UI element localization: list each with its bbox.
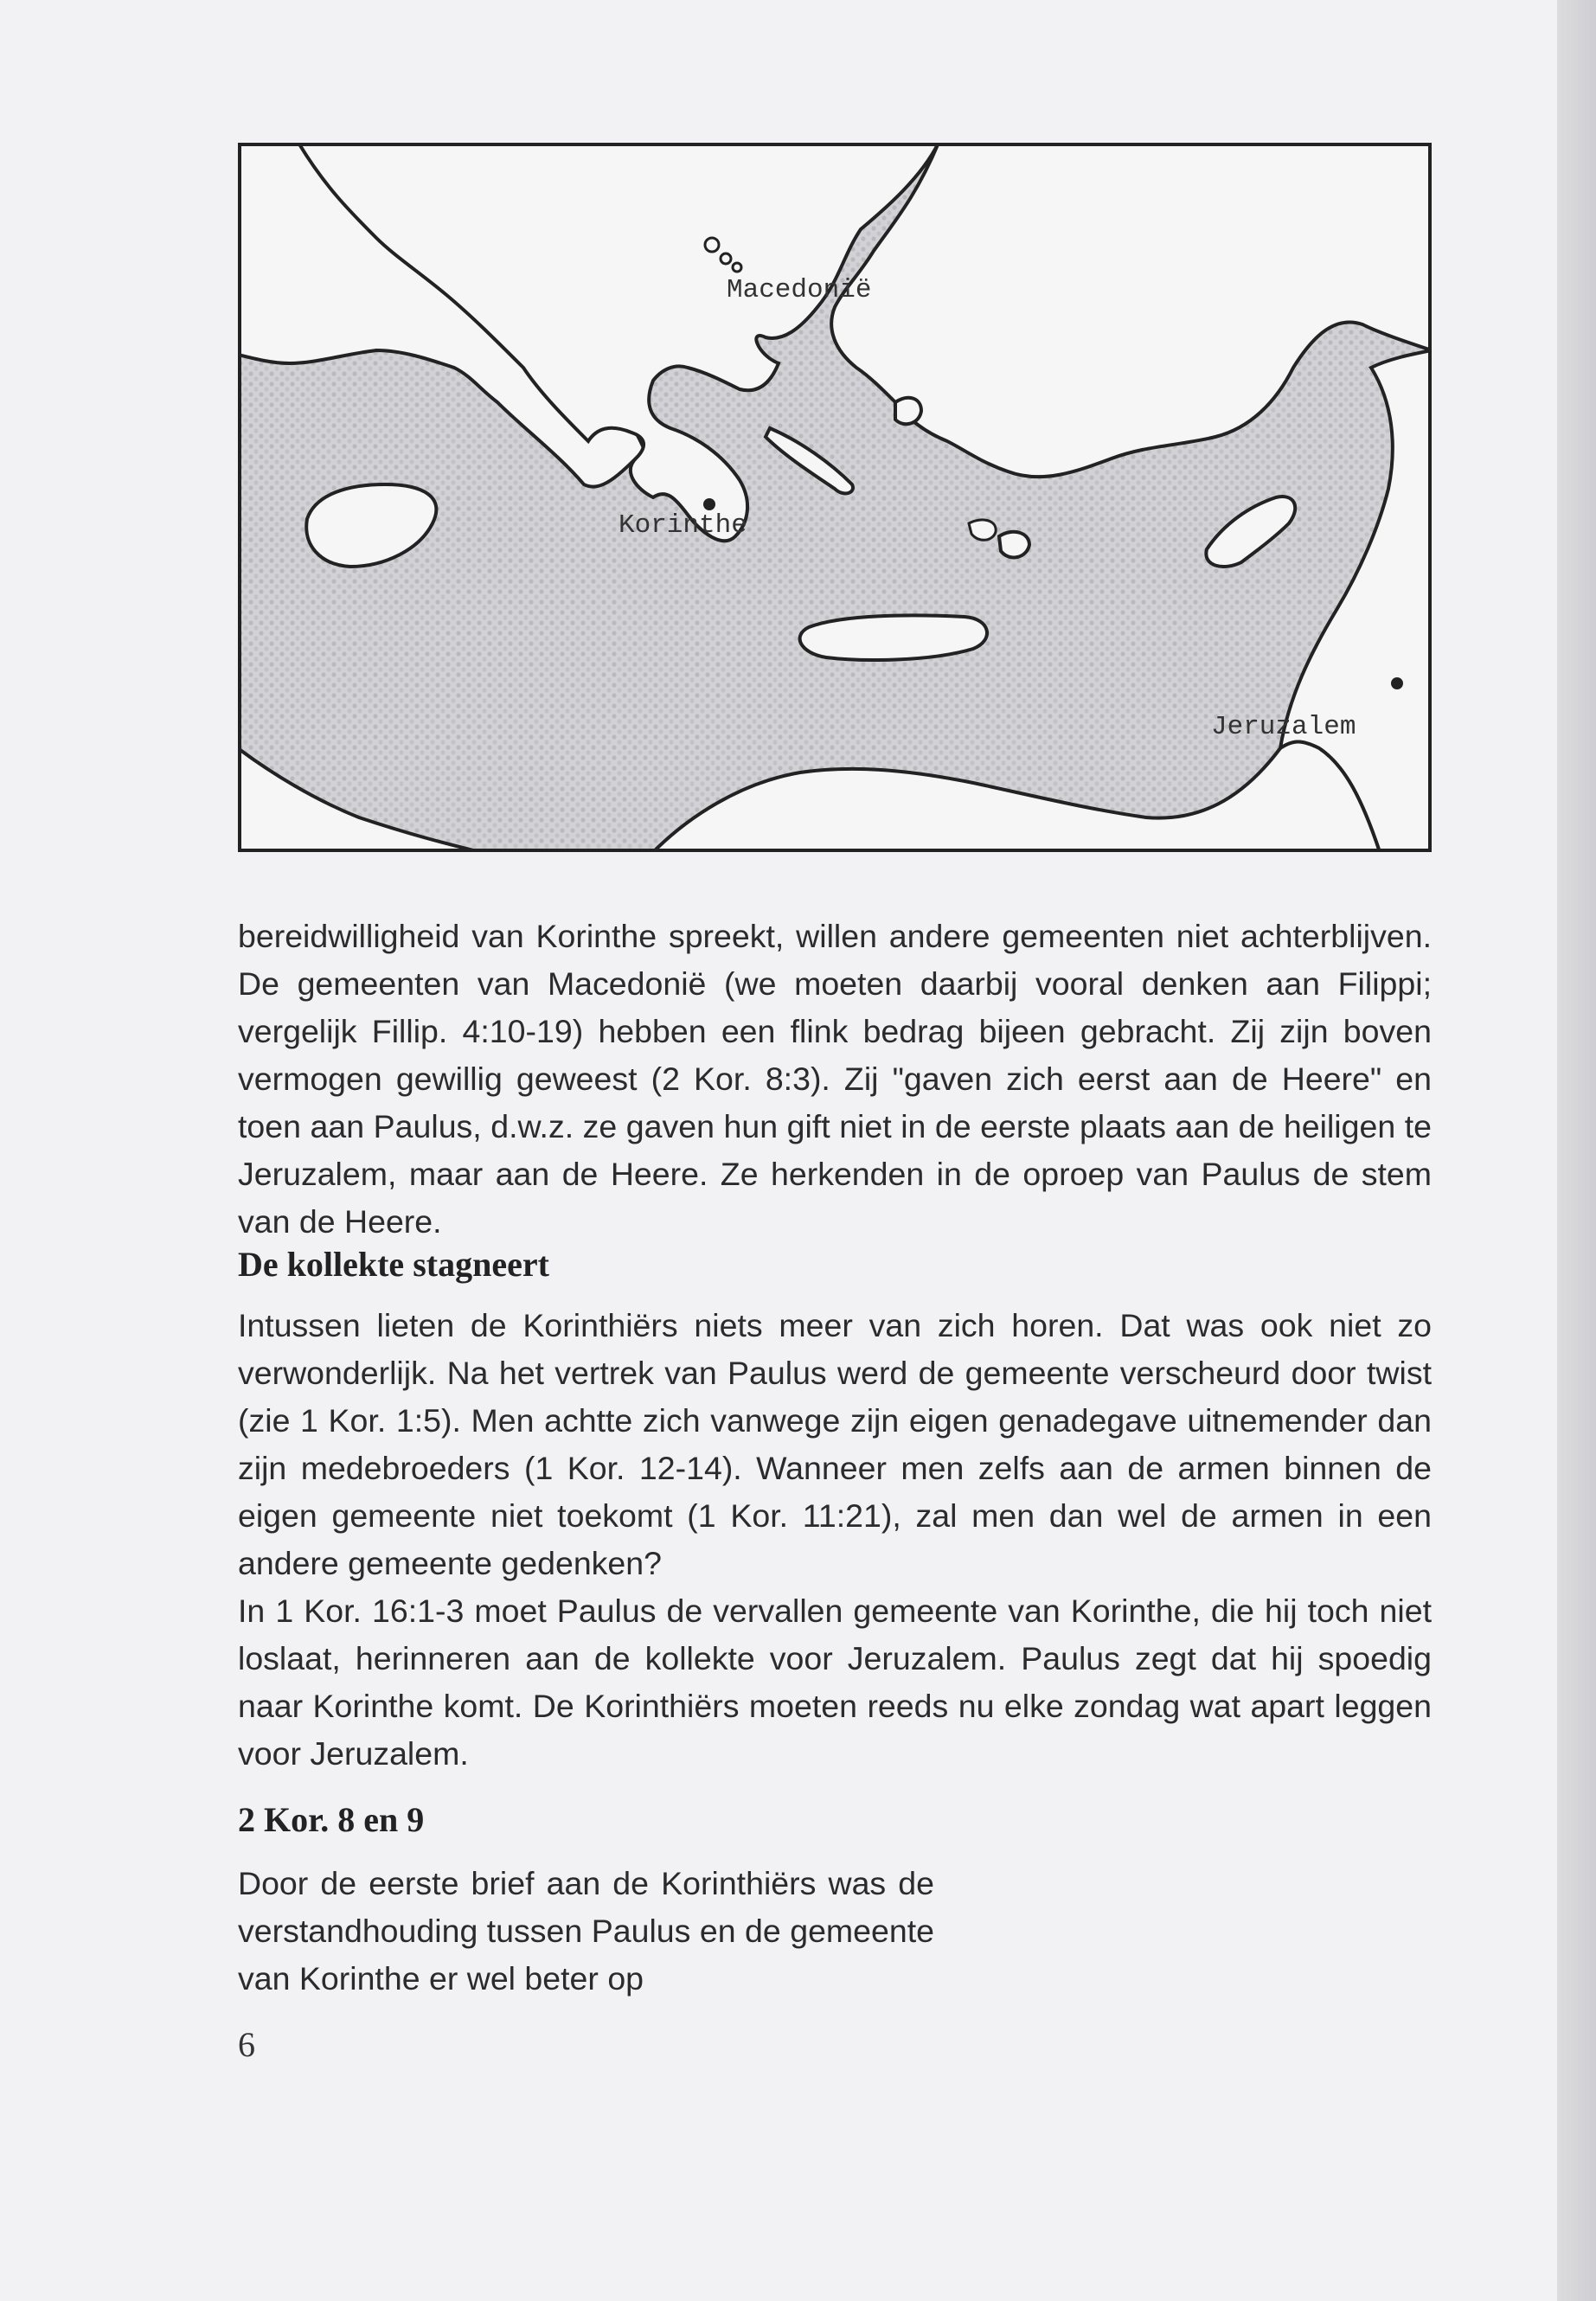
map-figure	[238, 143, 1432, 852]
section1-paragraph1	[238, 1302, 1432, 1587]
section2-paragraph	[238, 1860, 934, 2003]
section1-paragraph2	[238, 1587, 1432, 1778]
intro-text: bereidwilligheid van Korinthe spreekt, willen andere gemeenten niet achterblijven. De gemeenten van Macedonië (we moeten daarbij vooral denken aan Filippi; vergelijk Fillip. 4:10-19) hebben een flink bedrag bijeen gebracht. Zij zijn boven vermogen gewillig geweest (2 Kor. 8:3). Zij "gaven zich eerst aan de Heere" en toen aan Paulus, d.w.z. ze gaven hun gift niet in de eerste plaats aan de heiligen te Jeruzalem, maar aan de Heere. Ze herkenden in de oproep van Paulus de stem van de Heere.	[238, 918, 1432, 1240]
section2-paragraph-text: Door de eerste brief aan de Korinthiërs was de verstandhouding tussen Paulus en de gemeente van Korinthe er wel beter op	[238, 1865, 934, 1997]
map-svg	[238, 143, 1432, 852]
section1-paragraph2-text: In 1 Kor. 16:1-3 moet Paulus de vervallen gemeente van Korinthe, die hij toch niet loslaat, herinneren aan de kollekte voor Jeruzalem. Paulus zegt dat hij spoedig naar Korinthe komt. De Korinthiërs moeten reeds nu elke zondag wat apart leggen voor Jeruzalem.	[238, 1593, 1432, 1772]
macedonia-label: Macedonië	[727, 275, 872, 305]
land-islet-2	[721, 253, 731, 264]
page-edge	[1557, 0, 1596, 2301]
corinth-label: Korinthe	[619, 510, 747, 541]
section-heading-2kor: 2 Kor. 8 en 9	[238, 1800, 425, 1839]
page-number: 6	[238, 2025, 255, 2064]
land-islet-1	[705, 238, 719, 252]
corinth-marker	[703, 498, 715, 510]
land-islet-4	[969, 520, 996, 540]
section-heading-kollekte: De kollekte stagneert	[238, 1245, 549, 1284]
intro-paragraph	[238, 913, 1432, 1246]
jerusalem-label: Jeruzalem	[1211, 712, 1356, 742]
land-rhodes	[999, 532, 1029, 558]
land-crete	[800, 615, 987, 660]
land-islet-3	[733, 263, 741, 272]
section1-paragraph1-text: Intussen lieten de Korinthiërs niets meer van zich horen. Dat was ook niet zo verwonderlijk. Na het vertrek van Paulus werd de gemeente verscheurd door twist (zie 1 Kor. 1:5). Men achtte zich vanwege zijn eigen genadegave uitnemender dan zijn medebroeders (1 Kor. 12-14). Wanneer men zelfs aan de armen binnen de eigen gemeente niet toekomt (1 Kor. 11:21), zal men dan wel de armen in een andere gemeente gedenken?	[238, 1307, 1432, 1581]
jerusalem-marker	[1391, 677, 1403, 689]
land-lesbos	[895, 398, 921, 424]
